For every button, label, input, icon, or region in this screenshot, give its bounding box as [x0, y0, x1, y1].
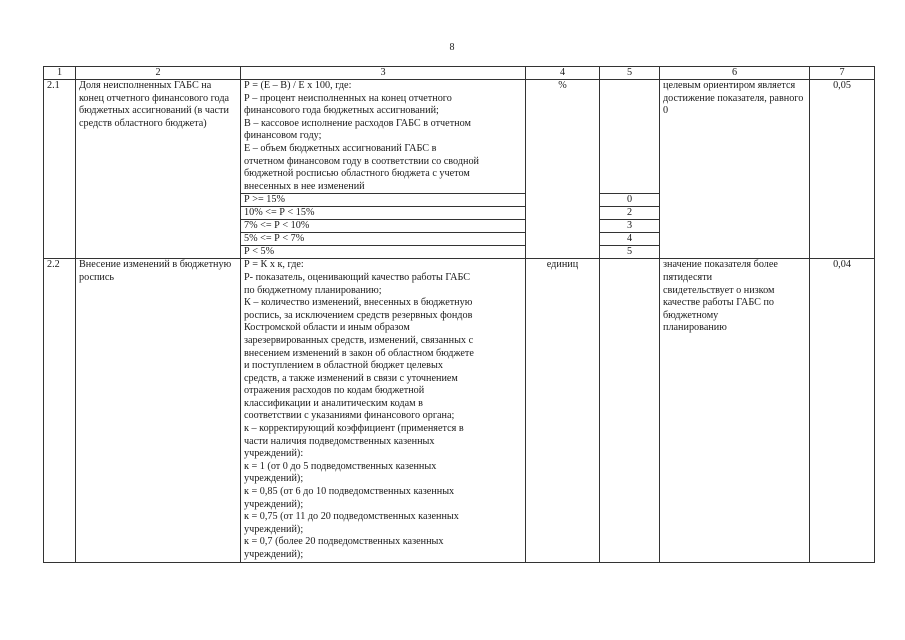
header-col-3: 3: [241, 67, 526, 80]
grade-condition: 7% <= Р < 10%: [241, 220, 526, 233]
formula-line: отражения расходов по кодам бюджетной: [244, 385, 425, 397]
formula-line: к = 1 (от 0 до 5 подведомственных казенных: [244, 460, 437, 472]
formula-line: классификации и аналитическим кодам в: [244, 397, 423, 409]
header-col-4: 4: [526, 67, 600, 80]
grade-condition: 10% <= Р < 15%: [241, 207, 526, 220]
formula-line: и поступлением в областной бюджет целевых: [244, 360, 443, 372]
criteria-line: значение показателя более: [663, 259, 778, 271]
formula-line: финансового года бюджетных ассигнований;: [244, 105, 439, 117]
header-col-2: 2: [76, 67, 241, 80]
formula-line: учреждений);: [244, 549, 304, 560]
formula-line: Е – объем бюджетных ассигнований ГАБС в: [244, 142, 437, 154]
formula-line: средств, а также изменений в связи с уточнением: [244, 372, 458, 384]
formula-line: учреждений):: [244, 448, 304, 460]
row-2-2-unit: единиц: [526, 259, 600, 562]
formula-line: Костромской области и иным образом: [244, 322, 410, 334]
formula-line: учреждений);: [244, 473, 304, 485]
row-2-1-criteria: целевым ориентиром является достижение показателя, равного 0: [660, 80, 810, 259]
formula-line: Р = (Е – В) / Е х 100, где:: [244, 80, 352, 91]
row-2-2-formula: [241, 259, 526, 562]
grade-score: 4: [600, 233, 660, 246]
row-2-2-weight: 0,04: [810, 259, 875, 562]
grade-condition: Р < 5%: [241, 246, 526, 259]
row-2-1: [44, 80, 875, 194]
indicator-table: [43, 66, 875, 563]
formula-line: К – количество изменений, внесенных в бюджетную: [244, 297, 473, 309]
page-number: 8: [449, 42, 455, 53]
criteria-line: свидетельствует о низком: [663, 284, 775, 296]
formula-line: роспись, за исключением средств резервных фондов: [244, 309, 473, 321]
row-2-2-num: 2.2: [44, 259, 76, 562]
header-col-1: 1: [44, 67, 76, 80]
formula-line: внесенных в нее изменений: [244, 180, 365, 192]
row-2-1-num: 2.1: [44, 80, 76, 259]
formula-line: к – корректирующий коэффициент (применяется в: [244, 423, 464, 435]
formula-line: по бюджетному планированию;: [244, 284, 382, 296]
criteria-line: планированию: [663, 322, 727, 334]
row-2-1-weight: 0,05: [810, 80, 875, 259]
formula-line: части наличия подведомственных казенных: [244, 435, 435, 447]
formula-line: учреждений);: [244, 523, 304, 535]
formula-line: зарезервированных средств, изменений, связанных с: [244, 334, 474, 346]
formula-line: соответствии с указаниями финансового органа;: [244, 410, 455, 422]
criteria-line: пятидесяти: [663, 271, 713, 283]
header-col-7: 7: [810, 67, 875, 80]
row-2-2-criteria: [660, 259, 810, 562]
grade-score: 2: [600, 207, 660, 220]
row-2-2-score-empty: [600, 259, 660, 562]
formula-line: учреждений);: [244, 498, 304, 510]
formula-line: Р – процент неисполненных на конец отчетного: [244, 92, 452, 104]
grade-condition: Р >= 15%: [241, 194, 526, 207]
formula-line: отчетном финансовом году в соответствии со сводной: [244, 155, 480, 167]
row-2-1-score-empty: [600, 80, 660, 194]
grade-score: 0: [600, 194, 660, 207]
formula-line: бюджетной росписью областного бюджета с учетом: [244, 168, 470, 180]
row-2-1-unit: %: [526, 80, 600, 259]
row-2-2: [44, 259, 875, 562]
formula-line: Р- показатель, оценивающий качество работы ГАБС: [244, 271, 471, 283]
formula-line: В – кассовое исполнение расходов ГАБС в отчетном: [244, 117, 471, 129]
grade-score: 5: [600, 246, 660, 259]
formula-line: к = 0,7 (более 20 подведомственных казенных: [244, 536, 444, 548]
row-2-1-name: Доля неисполненных ГАБС на конец отчетного финансового года бюджетных ассигнований (в части средств областного бюджета): [76, 80, 241, 259]
grade-condition: 5% <= Р < 7%: [241, 233, 526, 246]
row-2-2-name: Внесение изменений в бюджетную роспись: [76, 259, 241, 562]
header-col-5: 5: [600, 67, 660, 80]
formula-line: финансовом году;: [244, 130, 322, 142]
grade-score: 3: [600, 220, 660, 233]
formula-line: Р = К х к, где:: [244, 259, 304, 271]
criteria-line: бюджетному: [663, 309, 719, 321]
row-2-1-formula: [241, 80, 526, 194]
criteria-line: качестве работы ГАБС по: [663, 297, 775, 309]
header-row: [44, 67, 875, 80]
header-col-6: 6: [660, 67, 810, 80]
formula-line: к = 0,85 (от 6 до 10 подведомственных казенных: [244, 486, 455, 498]
formula-line: внесением изменений в закон об областном бюджете: [244, 347, 474, 359]
formula-line: к = 0,75 (от 11 до 20 подведомственных казенных: [244, 511, 459, 523]
